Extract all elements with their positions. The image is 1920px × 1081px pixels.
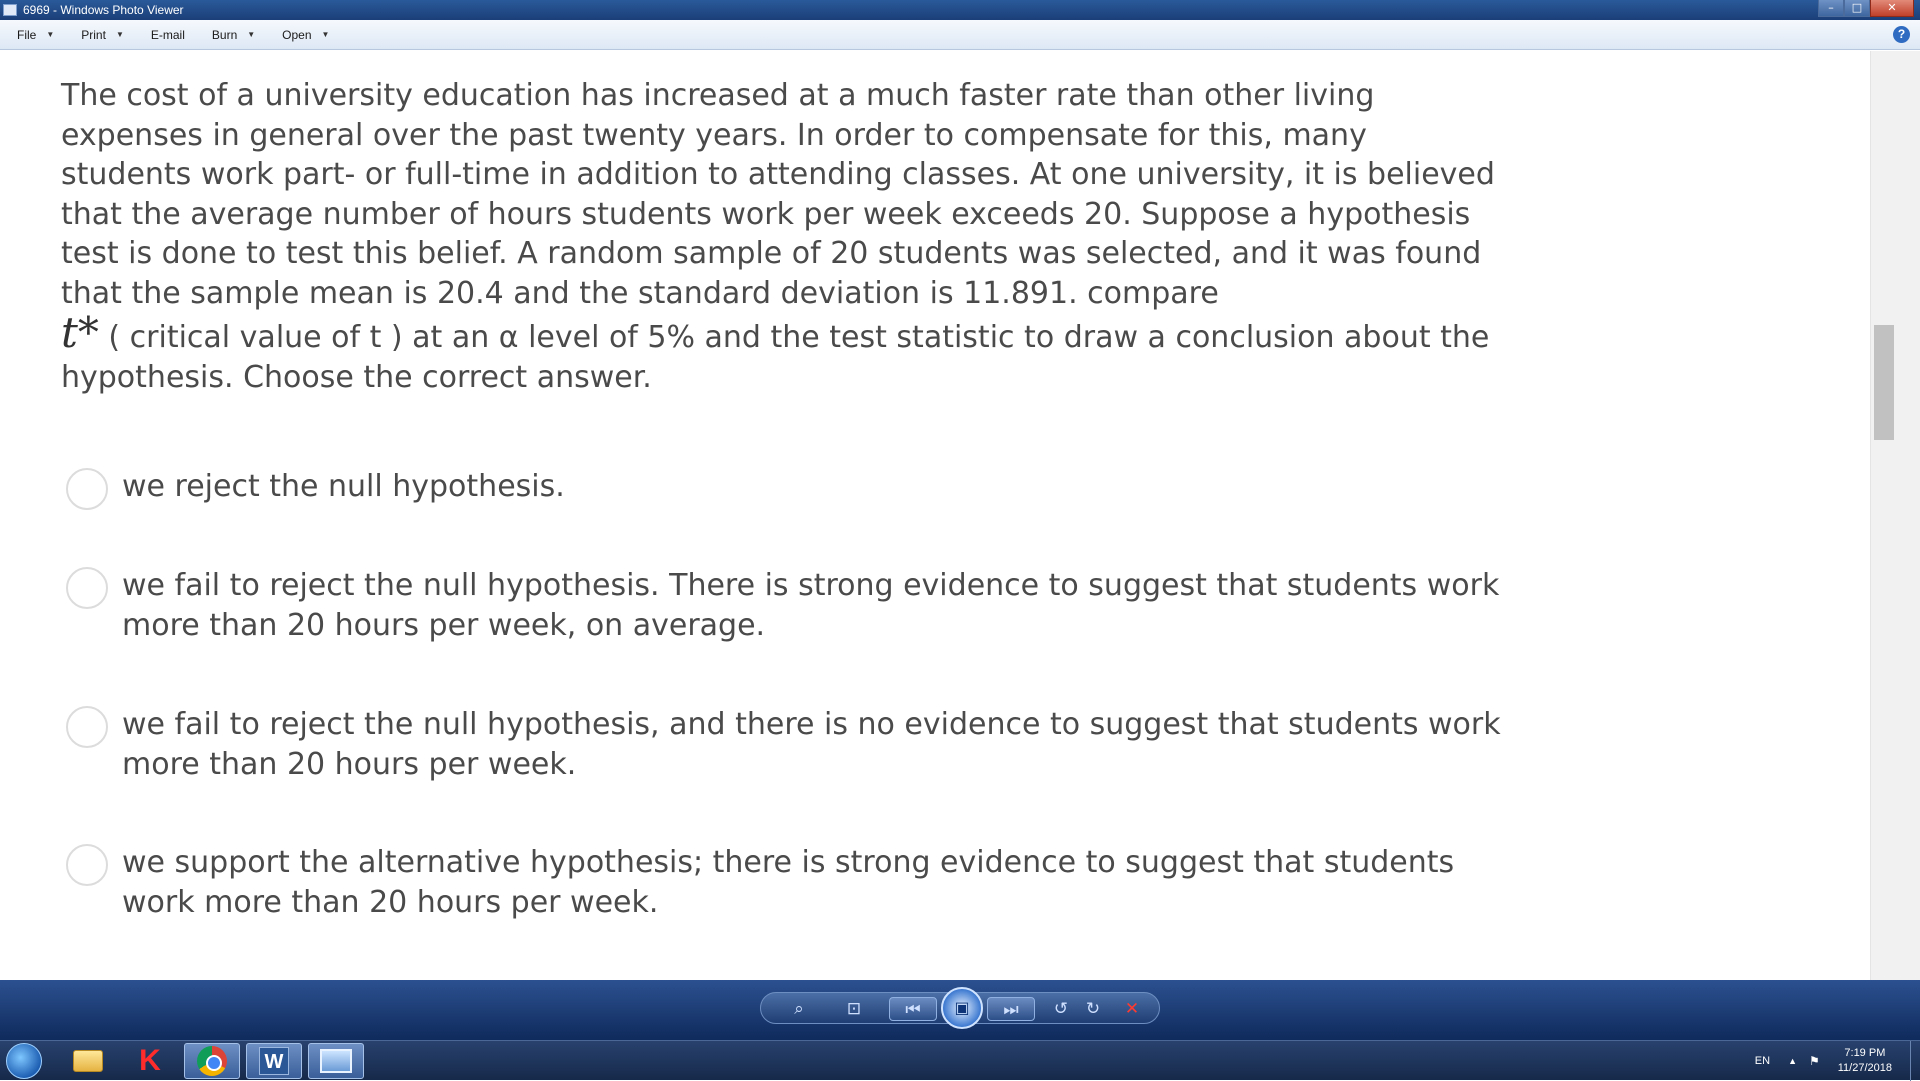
question-text — [61, 76, 1501, 397]
chevron-down-icon: ▼ — [115, 30, 124, 39]
chevron-down-icon: ▼ — [247, 30, 256, 39]
show-desktop-button[interactable] — [1910, 1041, 1920, 1081]
answer-option-label: we fail to reject the null hypothesis, and there is no evidence to suggest that students work more than 20 hours per week. — [122, 707, 1501, 782]
viewer-controls — [760, 992, 1160, 1024]
menu-burn-label: Burn — [211, 27, 238, 42]
viewer-control-bar — [0, 980, 1920, 1040]
menu-file[interactable] — [0, 20, 64, 49]
scrollbar-thumb[interactable] — [1874, 325, 1894, 440]
action-center-flag-icon[interactable]: ⚑ — [1808, 1054, 1820, 1068]
menu-email[interactable] — [134, 20, 195, 49]
clock-time: 7:19 PM — [1844, 1047, 1886, 1059]
answer-option-1[interactable] — [66, 467, 1506, 510]
question-text-before: The cost of a university education has increased at a much faster rate than other living expenses in general over the past twenty years. In order to compensate for this, many students work part- or full-time in addition to attending classes. At one university, it is believed that the average number of hours students work per week exceeds 20. Suppose a hypothesis test is done to test this belief. A random sample of 20 students was selected, and it was found that the sample mean is 20.4 and the standard deviation is 11.891. compare — [61, 78, 1495, 311]
menu-print-label: Print — [81, 27, 106, 42]
close-button[interactable]: ✕ — [1870, 0, 1914, 17]
question-text-after: ( critical value of t ) at an α level of 5% and the test statistic to draw a conclusion about the hypothesis. Choose the correct answer. — [61, 320, 1490, 395]
system-clock[interactable] — [1838, 1046, 1892, 1076]
radio-button[interactable] — [66, 567, 108, 609]
answer-option-label: we reject the null hypothesis. — [122, 469, 565, 504]
minimize-button[interactable]: – — [1818, 0, 1844, 17]
window-title: 6969 - Windows Photo Viewer — [23, 3, 184, 17]
photo-viewer-app-icon — [3, 4, 17, 16]
taskbar-word[interactable] — [246, 1043, 302, 1079]
photo-viewer-icon — [320, 1049, 352, 1073]
show-hidden-icons-icon[interactable]: ▲ — [1788, 1056, 1797, 1066]
radio-button[interactable] — [66, 468, 108, 510]
help-icon[interactable]: ? — [1893, 26, 1910, 43]
answer-option-3[interactable] — [66, 705, 1506, 784]
critical-value-symbol: t* — [61, 308, 99, 357]
page-scrollbar[interactable] — [1870, 51, 1920, 980]
radio-button[interactable] — [66, 844, 108, 886]
language-indicator[interactable]: EN — [1754, 1055, 1771, 1067]
menu-email-label: E-mail — [150, 27, 185, 42]
menu-open[interactable] — [265, 20, 339, 49]
actual-size-icon[interactable]: ⊡ — [846, 999, 862, 1019]
rotate-clockwise-icon[interactable]: ↻ — [1085, 999, 1101, 1019]
clock-date: 11/27/2018 — [1837, 1062, 1892, 1074]
zoom-icon[interactable]: ⌕ — [794, 999, 804, 1019]
answer-option-4[interactable] — [66, 843, 1506, 922]
rotate-counterclockwise-icon[interactable]: ↺ — [1053, 999, 1069, 1019]
delete-icon[interactable]: ✕ — [1124, 999, 1140, 1019]
system-tray — [1755, 1041, 1920, 1081]
menu-bar — [0, 20, 1920, 50]
folder-icon — [73, 1050, 103, 1072]
menu-open-label: Open — [282, 27, 312, 42]
chevron-down-icon: ▼ — [321, 30, 330, 39]
title-bar — [0, 0, 1920, 20]
menu-burn[interactable] — [195, 20, 265, 49]
maximize-button[interactable]: □ — [1844, 0, 1870, 17]
menu-file-label: File — [17, 27, 37, 42]
window-controls — [1818, 0, 1914, 18]
photo-canvas — [0, 51, 1870, 980]
slideshow-icon[interactable]: ▣ — [941, 987, 983, 1029]
next-icon[interactable]: ⏭ — [987, 997, 1035, 1021]
taskbar-photo-viewer[interactable] — [308, 1043, 364, 1079]
word-icon: W — [259, 1047, 289, 1075]
kaspersky-icon: K — [139, 1044, 161, 1077]
previous-icon[interactable]: ⏮ — [889, 997, 937, 1021]
menu-print[interactable] — [64, 20, 134, 49]
windows-taskbar — [0, 1040, 1920, 1080]
answer-option-label: we support the alternative hypothesis; there is strong evidence to suggest that students work more than 20 hours per week. — [122, 845, 1455, 920]
taskbar-chrome[interactable] — [184, 1043, 240, 1079]
taskbar-kaspersky[interactable] — [122, 1043, 178, 1079]
chrome-icon — [197, 1046, 227, 1076]
chevron-down-icon: ▼ — [46, 30, 55, 39]
start-button[interactable] — [6, 1043, 42, 1079]
radio-button[interactable] — [66, 706, 108, 748]
answer-option-2[interactable] — [66, 566, 1506, 645]
answer-option-label: we fail to reject the null hypothesis. There is strong evidence to suggest that students work more than 20 hours per week, on average. — [122, 568, 1500, 643]
taskbar-file-explorer[interactable] — [60, 1043, 116, 1079]
